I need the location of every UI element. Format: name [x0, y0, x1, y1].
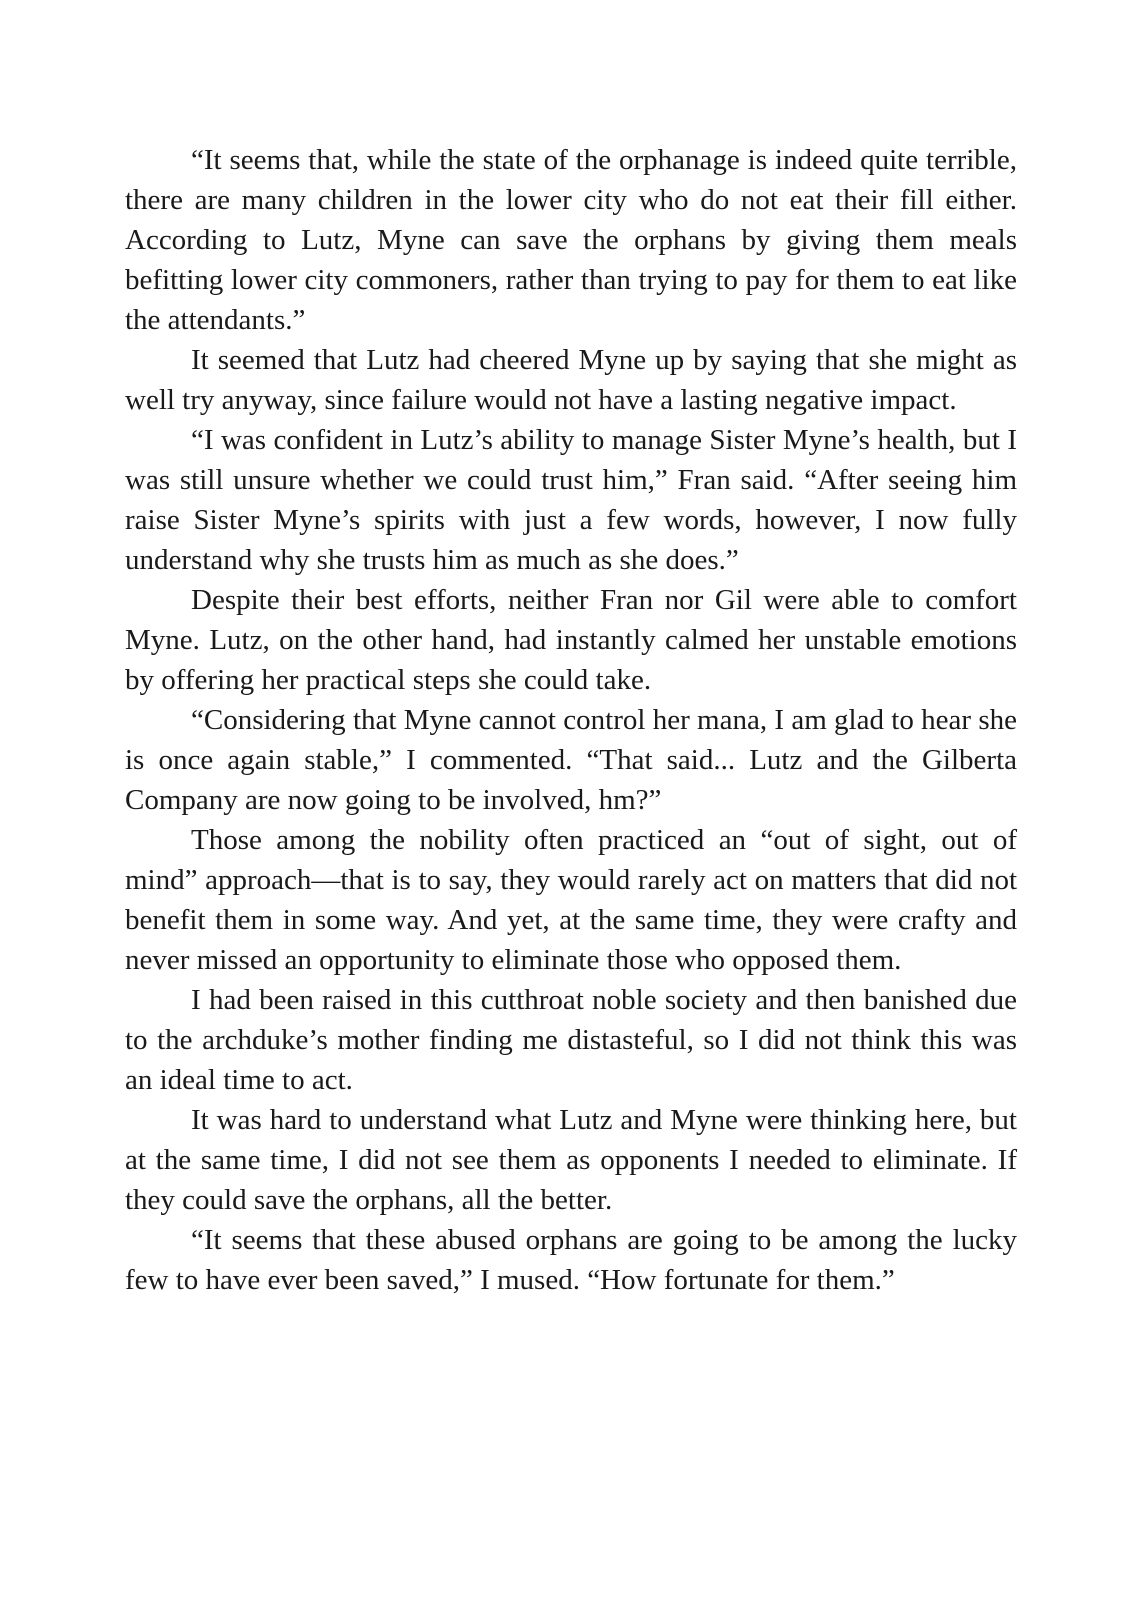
paragraph: I had been raised in this cutthroat noble society and then banished due to the archduke’s mother finding me distasteful, so I did not think this was an ideal time to act.	[125, 984, 1017, 1096]
paragraph: It seemed that Lutz had cheered Myne up by saying that she might as well try anyway, since failure would not have a lasting negative impact.	[125, 344, 1017, 416]
paragraph: Despite their best efforts, neither Fran nor Gil were able to comfort Myne. Lutz, on the other hand, had instantly calmed her unstable emotions by offering her practical steps she could take.	[125, 584, 1017, 696]
paragraph: “I was confident in Lutz’s ability to manage Sister Myne’s health, but I was still unsure whether we could trust him,” Fran said. “After seeing him raise Sister Myne’s spirits with just a few words, however, I now fully understand why she trusts him as much as she does.”	[125, 424, 1017, 576]
paragraph: Those among the nobility often practiced an “out of sight, out of mind” approach—that is to say, they would rarely act on matters that did not benefit them in some way. And yet, at the same time, they were crafty and never missed an opportunity to eliminate those who opposed them.	[125, 824, 1017, 976]
book-page-text	[125, 140, 1017, 1300]
paragraph: “Considering that Myne cannot control her mana, I am glad to hear she is once again stable,” I commented. “That said... Lutz and the Gilberta Company are now going to be involved, hm?”	[125, 704, 1017, 816]
paragraph: It was hard to understand what Lutz and Myne were thinking here, but at the same time, I did not see them as opponents I needed to eliminate. If they could save the orphans, all the better.	[125, 1104, 1017, 1216]
paragraph: “It seems that these abused orphans are going to be among the lucky few to have ever been saved,” I mused. “How fortunate for them.”	[125, 1224, 1017, 1296]
paragraph: “It seems that, while the state of the orphanage is indeed quite terrible, there are many children in the lower city who do not eat their fill either. According to Lutz, Myne can save the orphans by giving them meals befitting lower city commoners, rather than trying to pay for them to eat like the attendants.”	[125, 144, 1017, 336]
